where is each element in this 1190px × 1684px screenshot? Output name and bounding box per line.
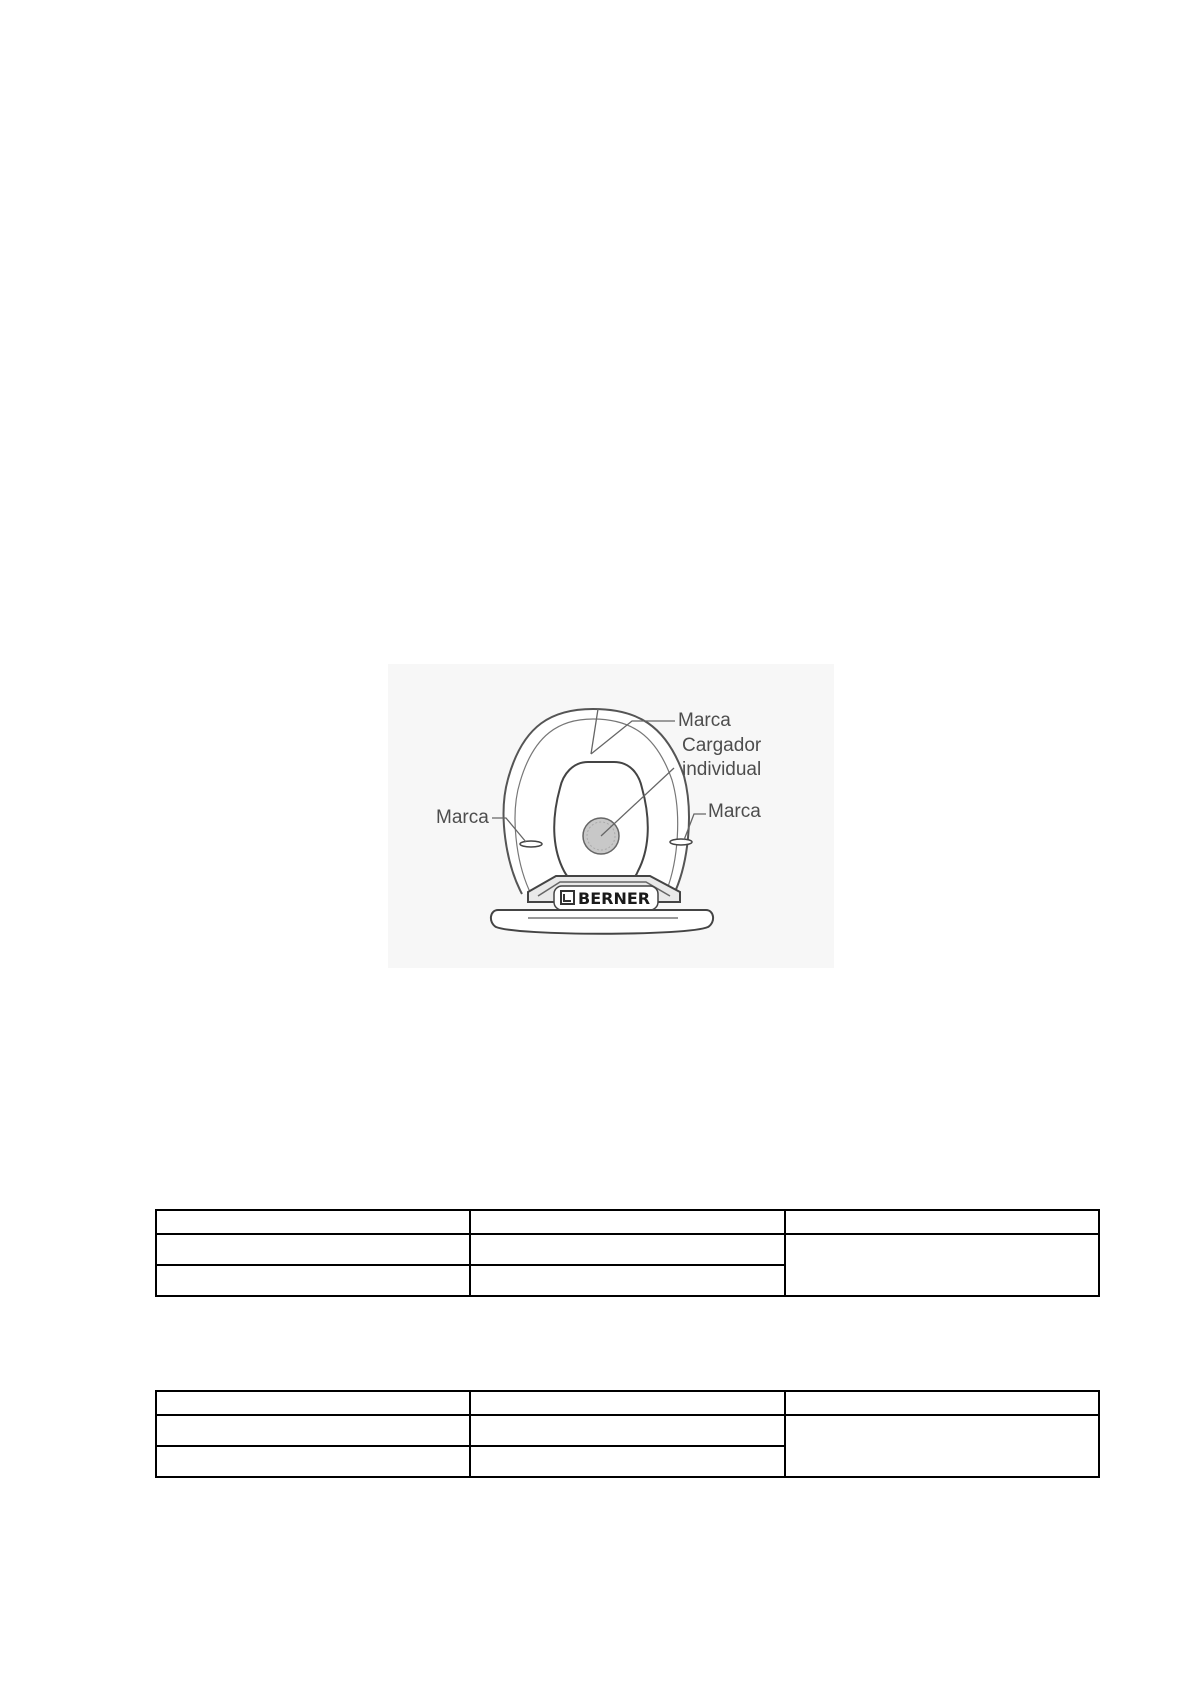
- table-cell: [470, 1210, 784, 1234]
- table-cell: [156, 1234, 470, 1265]
- label-cargador-line2: individual: [682, 759, 762, 780]
- table-cell: [470, 1446, 784, 1477]
- table-cell: [156, 1446, 470, 1477]
- table-cell: [470, 1234, 784, 1265]
- label-marca-top: Marca: [678, 710, 731, 731]
- table-cell: [785, 1210, 1099, 1234]
- label-marca-right: Marca: [708, 801, 761, 822]
- right-mark-slot: [670, 839, 692, 845]
- charger-illustration: [388, 664, 834, 968]
- table-cell: [470, 1415, 784, 1446]
- table-row: [156, 1391, 1099, 1415]
- table-cell: [156, 1391, 470, 1415]
- label-cargador-line1: Cargador: [682, 735, 762, 756]
- table-row: [156, 1234, 1099, 1265]
- table-row: [156, 1415, 1099, 1446]
- table-cell: [156, 1415, 470, 1446]
- brand-name: BERNER: [578, 889, 651, 908]
- table-cell-merged: [785, 1415, 1099, 1477]
- table-cell: [470, 1391, 784, 1415]
- left-mark-slot: [520, 841, 542, 847]
- table-cell-merged: [785, 1234, 1099, 1296]
- table-cell: [470, 1265, 784, 1296]
- table-cell: [785, 1391, 1099, 1415]
- charger-base: [491, 910, 713, 934]
- table-cell: [156, 1265, 470, 1296]
- empty-table-1: [155, 1209, 1100, 1297]
- empty-table-2: [155, 1390, 1100, 1478]
- table-row: [156, 1210, 1099, 1234]
- charger-drawing: [388, 664, 834, 968]
- label-marca-left: Marca: [436, 807, 489, 828]
- table-cell: [156, 1210, 470, 1234]
